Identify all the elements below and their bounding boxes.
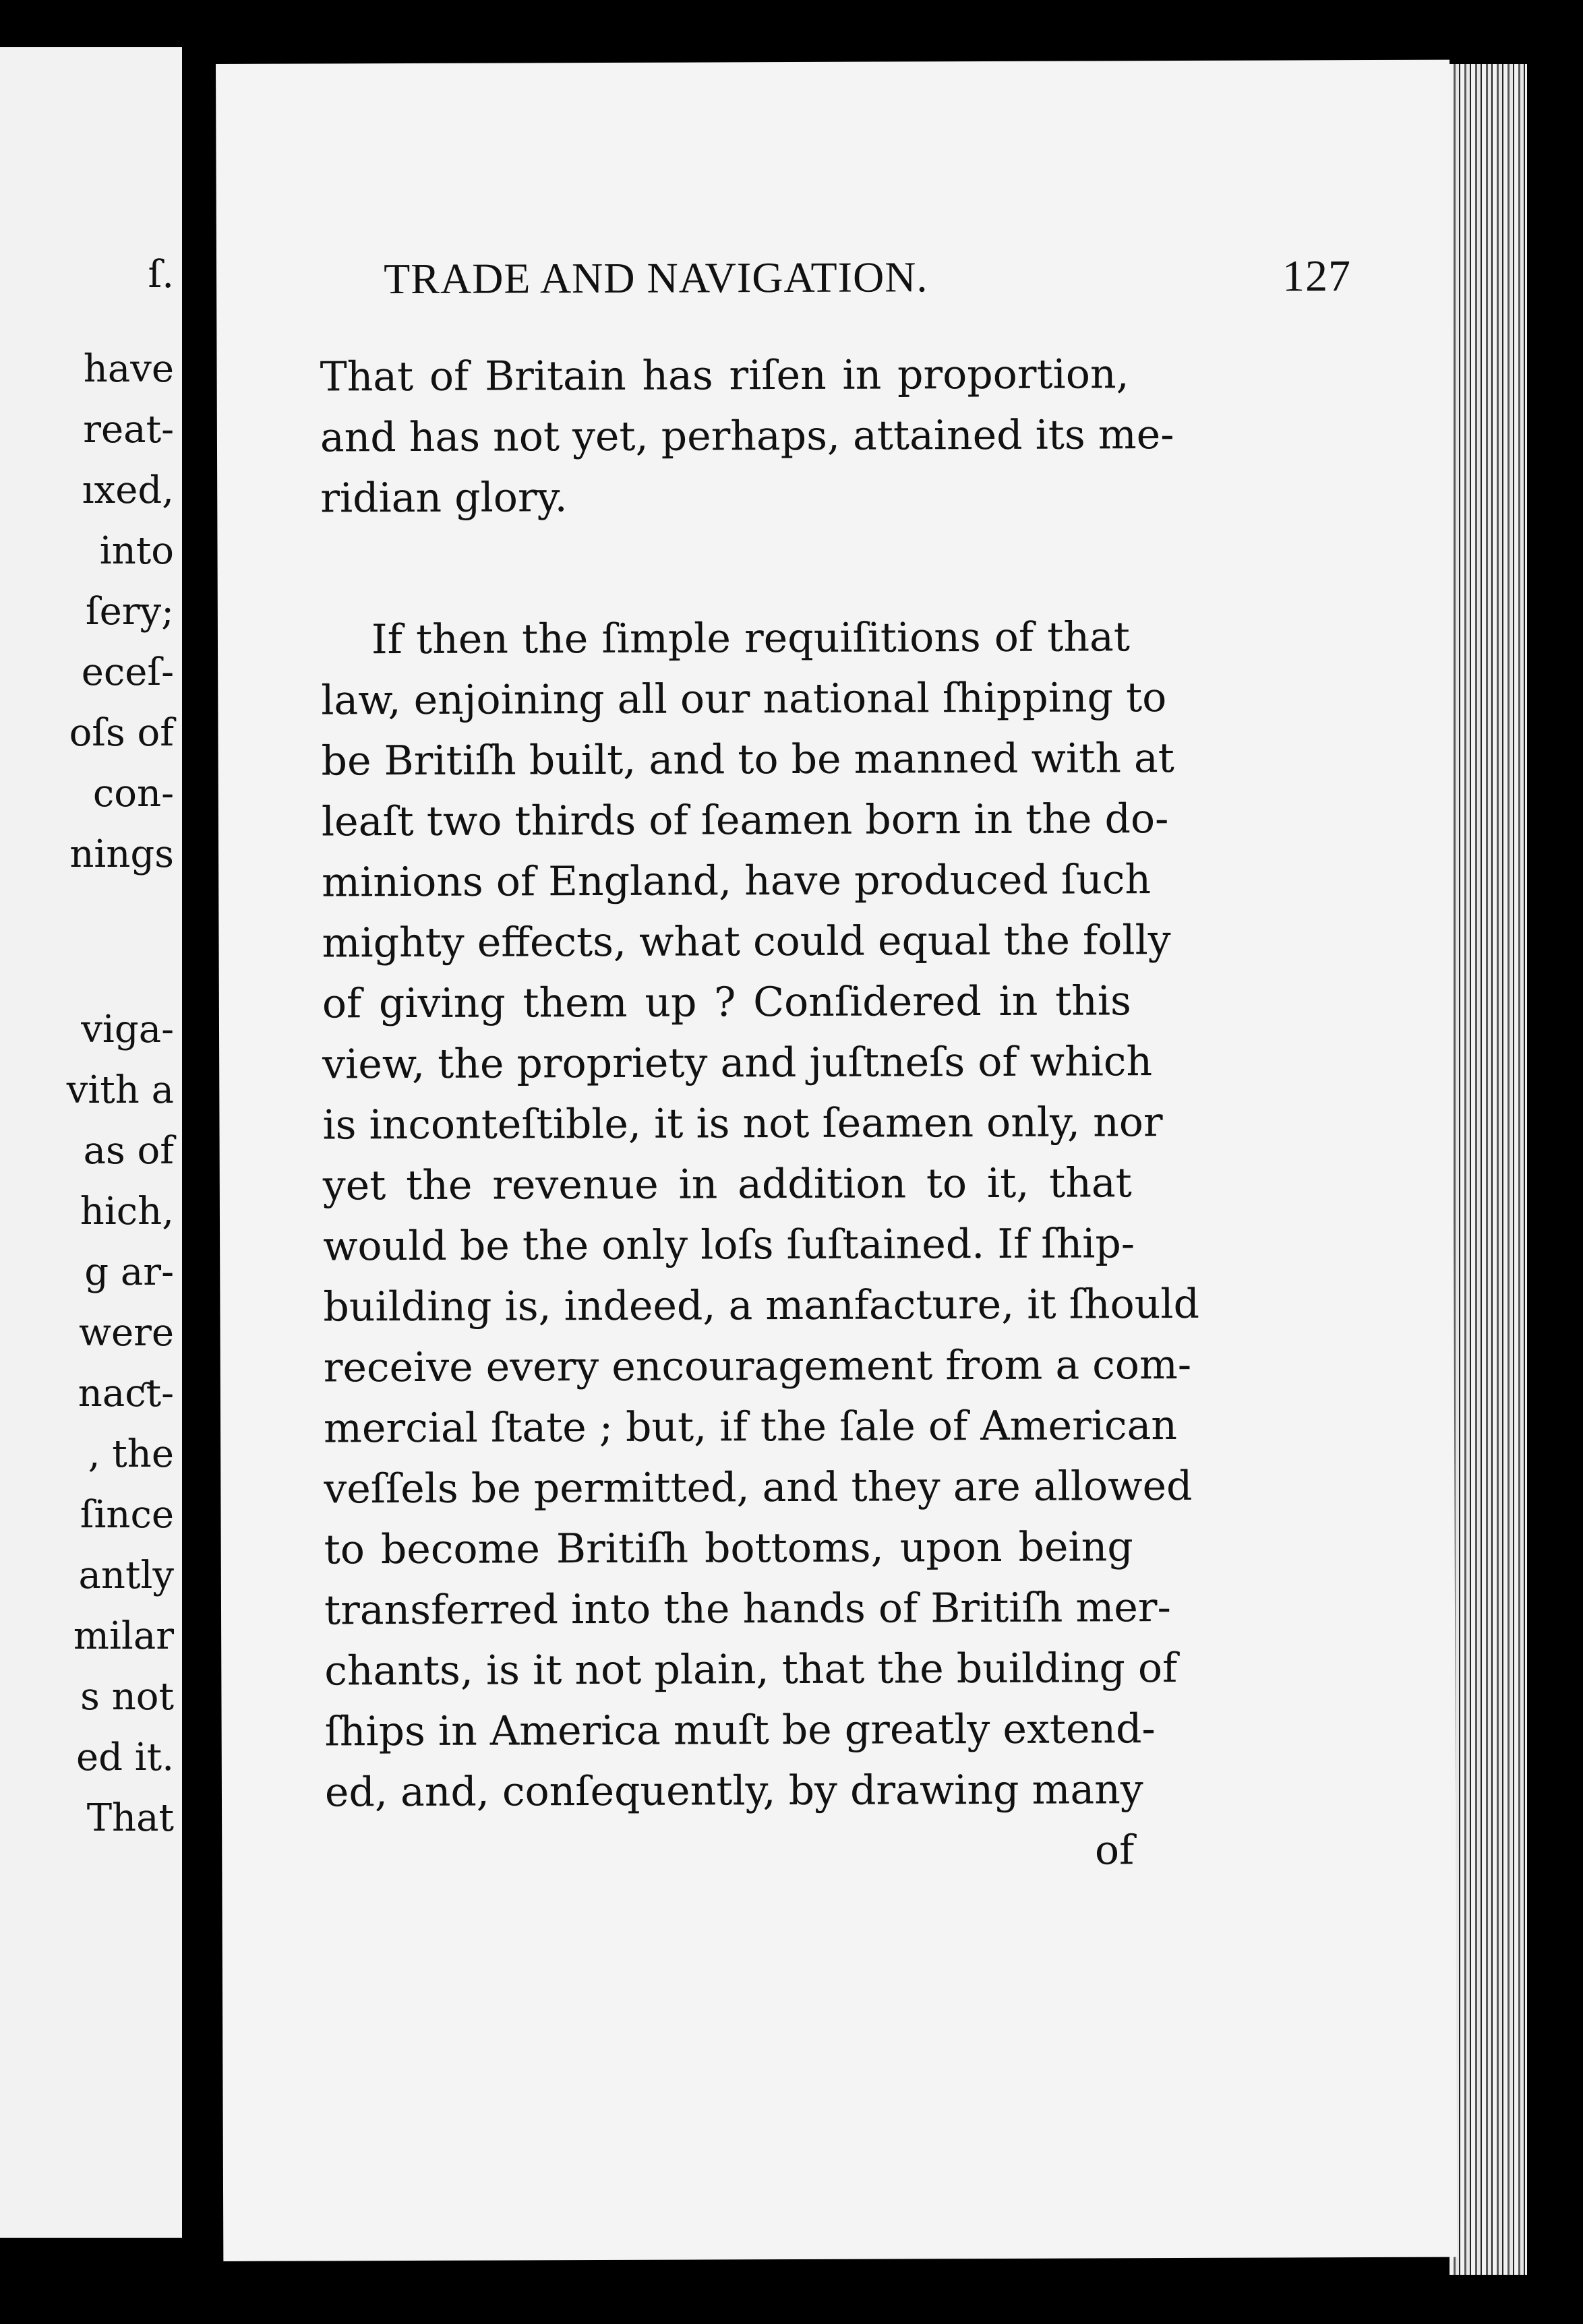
text-line: minions of England, have produced ſuch	[322, 856, 1152, 907]
facing-page-text: s not	[80, 1675, 174, 1719]
text-line: view, the propriety and juſtneſs of which	[322, 1038, 1153, 1089]
facing-page-text: nings	[69, 832, 174, 876]
text-line: and has not yet, perhaps, attained its me-	[320, 411, 1174, 462]
catchword: of	[1094, 1827, 1135, 1874]
text-line: transferred into the hands of Britiſh mer-	[324, 1584, 1171, 1634]
text-line: mercial ſtate ; but, if the ſale of American	[323, 1402, 1178, 1452]
paragraph	[320, 344, 1174, 528]
text-line: be Britiſh built, and to be manned with at	[321, 735, 1174, 785]
facing-page-text: milar	[73, 1614, 174, 1658]
text-line: is inconteſtible, it is not ſeamen only, nor	[322, 1099, 1163, 1149]
text-line: receive every encouragement from a com-	[323, 1341, 1192, 1392]
text-line: ſhips in America muſt be greatly extend-	[324, 1705, 1156, 1756]
facing-page-text: into	[99, 529, 174, 573]
facing-page-text: viga-	[81, 1008, 174, 1051]
facing-page-text: reat-	[83, 408, 174, 452]
facing-page-text: ſery;	[85, 590, 174, 634]
facing-page-text: naƈt-	[78, 1372, 174, 1415]
facing-page-text: hich,	[80, 1190, 174, 1233]
text-line: ridian glory.	[320, 474, 568, 522]
facing-page-text: antly	[78, 1554, 174, 1597]
text-line: would be the only loſs ſuſtained. If ſhip-	[323, 1220, 1135, 1271]
running-title: TRADE AND NAVIGATION.	[383, 253, 928, 303]
paragraph	[321, 607, 1200, 1883]
text-line: leaſt two thirds of ſeamen born in the do-	[321, 795, 1169, 846]
text-line: ed, and, conſequently, by drawing many	[324, 1766, 1143, 1816]
text-line: mighty effects, what could equal the folly	[322, 917, 1171, 967]
running-header	[384, 251, 1351, 315]
text-line: If then the ſimple requiſitions of that	[371, 613, 1131, 664]
text-line: to become Britiſh bottoms, upon being	[324, 1523, 1133, 1574]
text-line: of giving them up ? Conſidered in this	[322, 977, 1131, 1028]
text-line: building is, indeed, a manfacture, it ſhould	[323, 1280, 1200, 1331]
facing-page-text: , the	[88, 1432, 174, 1476]
book-page	[216, 60, 1457, 2261]
text-line: That of Britain has riſen in proportion,	[320, 350, 1129, 401]
text-line: veſſels be permitted, and they are allowed	[324, 1462, 1193, 1513]
facing-page-text: have	[83, 347, 174, 391]
facing-page-fragment	[0, 47, 182, 2238]
paragraph-gap	[320, 526, 1129, 609]
facing-page-text: as of	[83, 1129, 174, 1173]
text-line: yet the revenue in addition to it, that	[322, 1159, 1132, 1210]
facing-page-text: eceſ-	[81, 650, 174, 694]
facing-page-text: ſ.	[148, 253, 174, 297]
facing-page-text: ıxed,	[82, 468, 174, 512]
facing-page-text: were	[79, 1311, 174, 1355]
facing-page-text: con-	[92, 772, 174, 816]
facing-page-text: ed it.	[76, 1736, 174, 1779]
facing-page-text: ſince	[80, 1493, 174, 1537]
facing-page-text: oſs of	[69, 711, 174, 755]
text-line: chants, is it not plain, that the building of	[324, 1645, 1178, 1695]
text-line: law, enjoining all our national ſhipping to	[321, 674, 1167, 725]
facing-page-text: That	[86, 1796, 174, 1840]
body-text	[320, 344, 1200, 1883]
facing-page-text: vith a	[66, 1068, 174, 1112]
page-edge	[1450, 64, 1527, 2275]
facing-page-text: g ar-	[84, 1250, 174, 1294]
page-number: 127	[1282, 251, 1352, 301]
